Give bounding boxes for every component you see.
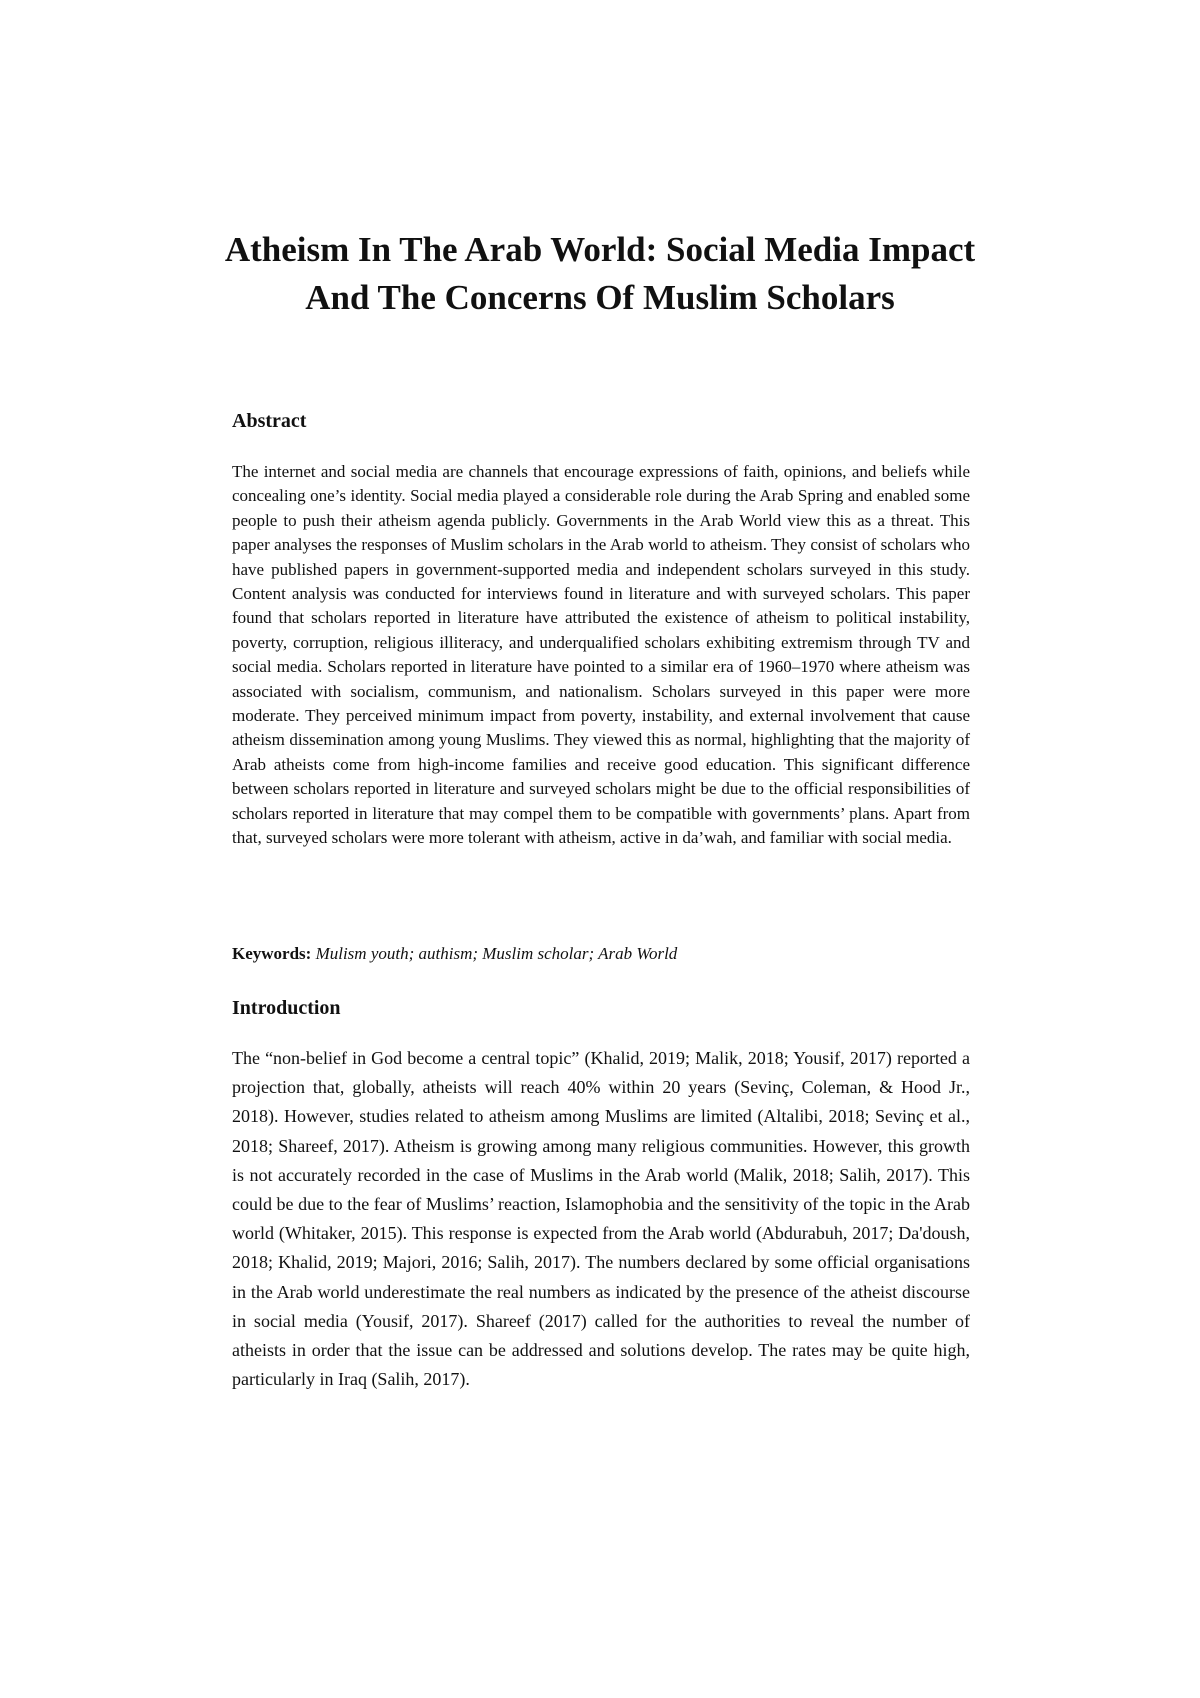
abstract-text: The internet and social media are channels that encourage expressions of faith, opinions, and beliefs while concealing one’s identity. Social media played a considerable role during the Arab Spring and enabled some people to push their atheism agenda publicly. Governments in the Arab World view this as a threat. This paper analyses the responses of Muslim scholars in the Arab world to atheism. They consist of scholars who have published papers in government-supported media and independent scholars surveyed in this study. Content analysis was conducted for interviews found in literature and with surveyed scholars. This paper found that scholars reported in literature have attributed the existence of atheism to political instability, poverty, corruption, religious illiteracy, and underqualified scholars exhibiting extremism through TV and social media. Scholars reported in literature have pointed to a similar era of 1960–1970 where atheism was associated with socialism, communism, and nationalism. Scholars surveyed in this paper were more moderate. They perceived minimum impact from poverty, instability, and external involvement that cause atheism dissemination among young Muslims. They viewed this as normal, highlighting that the majority of Arab atheists come from high-income families and receive good education. This significant difference between scholars reported in literature and surveyed scholars might be due to the official responsibilities of scholars reported in literature that may compel them to be compatible with governments’ plans. Apart from that, surveyed scholars were more tolerant with atheism, active in da’wah, and familiar with social media. [232, 462, 970, 848]
introduction-text: The “non-belief in God become a central topic” (Khalid, 2019; Malik, 2018; Yousif, 2017) reported a projection that, globally, atheists will reach 40% within 20 years (Sevinç, Coleman, & Hood Jr., 2018). However, studies related to atheism among Muslims are limited (Altalibi, 2018; Sevinç et al., 2018; Shareef, 2017). Atheism is growing among many religious communities. However, this growth is not accurately recorded in the case of Muslims in the Arab world (Malik, 2018; Salih, 2017). This could be due to the fear of Muslims’ reaction, Islamophobia and the sensitivity of the topic in the Arab world (Whitaker, 2015). This response is expected from the Arab world (Abdurabuh, 2017; Da'doush, 2018; Khalid, 2019; Majori, 2016; Salih, 2017). The numbers declared by some official organisations in the Arab world underestimate the real numbers as indicated by the presence of the atheist discourse in social media (Yousif, 2017). Shareef (2017) called for the authorities to reveal the number of atheists in order that the issue can be addressed and solutions develop. The rates may be quite high, particularly in Iraq (Salih, 2017). [232, 1048, 970, 1390]
keywords-values: Mulism youth; authism; Muslim scholar; Arab World [311, 944, 678, 963]
abstract-heading: Abstract [232, 410, 307, 432]
keywords [232, 942, 970, 966]
paper-title-line-2: And The Concerns Of Muslim Scholars [305, 278, 895, 317]
paper-title-line-1: Atheism In The Arab World: Social Media Impact [224, 230, 976, 269]
introduction-heading: Introduction [232, 997, 341, 1019]
keywords-label: Keywords: [232, 944, 312, 963]
paper-title [200, 226, 1000, 322]
